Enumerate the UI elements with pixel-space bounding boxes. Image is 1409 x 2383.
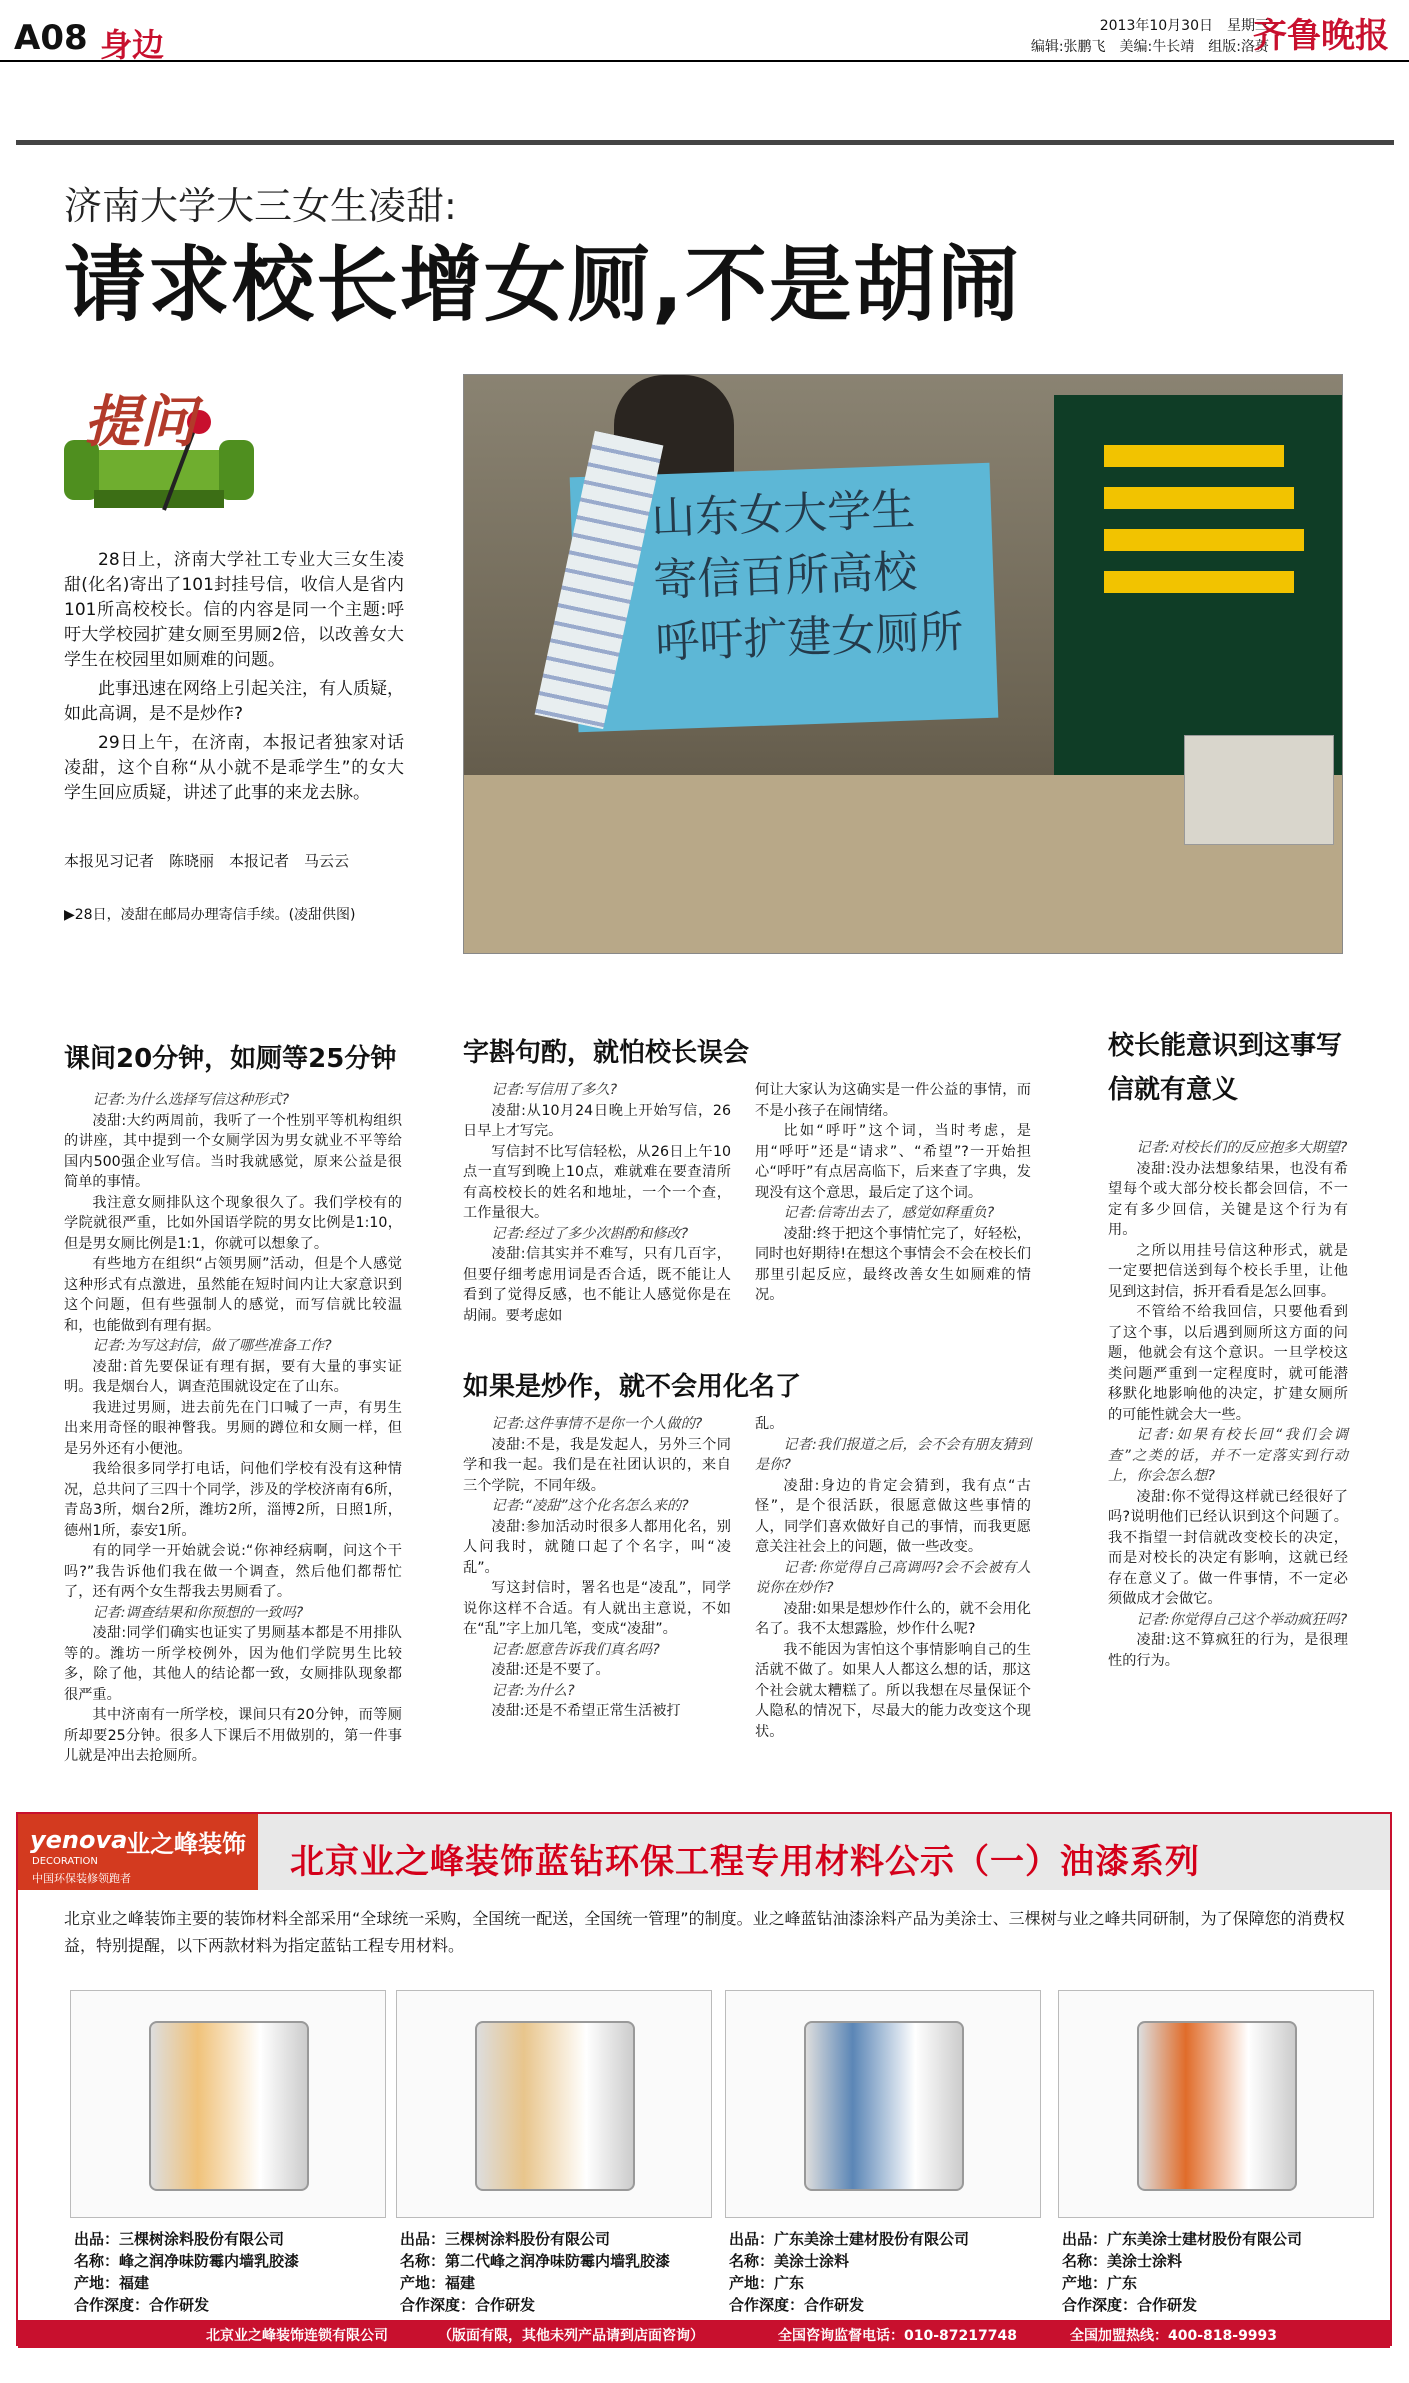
page-meta (1031, 16, 1269, 58)
ad-footer (18, 2320, 1390, 2348)
title-rule (16, 140, 1394, 145)
product-maker: 出品：三棵树涂料股份有限公司 (400, 2230, 611, 2248)
answer-paragraph: 我注意女厕排队这个现象很久了。我们学校有的学院就很严重，比如外国语学院的男女比例是1:10，但是男女厕比例是1:1，你就可以想象了。 (64, 1194, 402, 1252)
sign-line: 寄信百所高校 (652, 546, 919, 607)
article-column (463, 1414, 731, 1722)
article-column (64, 1090, 402, 1767)
brand-name: yenova (30, 1826, 128, 1854)
answer-paragraph: 写信封不比写信轻松，从26日上午10点一直写到晚上10点，难就难在要查清所有高校校长的姓名和地址，一个一个查，工作量很大。 (463, 1143, 731, 1221)
answer-paragraph: 凌甜:如果是想炒作什么的，就不会用化名了。我不太想露脸，炒作什么呢? (755, 1600, 1031, 1637)
reporter-question: 记者:“凌甜”这个化名怎么来的? (491, 1498, 689, 1514)
answer-paragraph: 凌甜:还是不要了。 (491, 1662, 610, 1678)
sign-line: 山东女大学生 (650, 484, 916, 545)
reporter-question: 记者:我们报道之后，会不会有朋友猜到是你? (755, 1436, 1031, 1473)
product-name: 名称：峰之润净味防霉内墙乳胶漆 (74, 2252, 300, 2270)
product-maker: 出品：广东美涂士建材股份有限公司 (1062, 2230, 1303, 2248)
intro-paragraph: 28日上，济南大学社工专业大三女生凌甜(化名)寄出了101封挂号信，收信人是省内101所高校校长。信的内容是同一个主题:呼吁大学校园扩建女厕至男厕2倍，以改善女大学生在校园里如厕难的问题。 (64, 550, 404, 670)
article-column (755, 1414, 1031, 1742)
product-image (1058, 1990, 1374, 2218)
answer-paragraph: 凌甜:身边的肯定会猜到，我有点“古怪”，是个很活跃，很愿意做这些事情的人，同学们喜欢做好自己的事情，而我更愿意关注社会上的问题，做一些改变。 (755, 1477, 1031, 1555)
product-info (729, 2228, 969, 2316)
product-depth: 合作深度：合作研发 (1062, 2296, 1198, 2314)
product-origin: 产地：广东 (729, 2274, 805, 2292)
product-origin: 产地：福建 (74, 2274, 150, 2292)
reporter-question: 记者:为什么选择写信这种形式? (92, 1092, 290, 1108)
issue-date: 2013年10月30日 星期三 (1099, 18, 1269, 34)
answer-paragraph: 凌甜:没办法想象结果，也没有希望每个或大部分校长都会回信，不一定有多少回信，关键是这个行为有用。 (1108, 1160, 1348, 1238)
product-name: 名称：第二代峰之润净味防霉内墙乳胶漆 (400, 2252, 671, 2270)
section-heading: 如果是炒作，就不会用化名了 (463, 1372, 802, 1402)
answer-paragraph: 凌甜:同学们确实也证实了男厕基本都是不用排队等的。潍坊一所学校例外，因为他们学院男生比较多，除了他，其他人的结论都一致，女厕排队现象都很严重。 (64, 1625, 402, 1703)
paint-can-icon (475, 2021, 635, 2191)
brand-name-cn: 业之峰装饰 (126, 1830, 246, 1858)
answer-paragraph: 其中济南有一所学校，课间只有20分钟，而等厕所却要25分钟。很多人下课后不用做别的，第一件事儿就是冲出去抢厕所。 (64, 1707, 402, 1764)
answer-paragraph: 我给很多同学打电话，问他们学校有没有这种情况，总共问了三四十个同学，涉及的学校济南有6所，青岛3所，烟台2所，潍坊2所，淄博2所，日照1所，德州1所，泰安1所。 (64, 1461, 402, 1539)
reporter-question: 记者:如果有校长回“我们会调查”之类的话，并不一定落实到行动上，你会怎么想? (1108, 1427, 1348, 1484)
paint-can-icon (1137, 2021, 1297, 2191)
article-intro (64, 548, 404, 810)
staff-credits: 编辑:张鹏飞 美编:牛长靖 组版:洛蒉 (1030, 39, 1269, 55)
article-subtitle: 济南大学大三女生凌甜: (64, 184, 457, 228)
sign-line: 呼吁扩建女厕所 (654, 606, 965, 669)
reporter-question: 记者:调查结果和你预想的一致吗? (92, 1604, 304, 1621)
product-maker: 出品：广东美涂士建材股份有限公司 (729, 2230, 970, 2248)
reporter-question: 记者:为什么? (491, 1682, 575, 1699)
china-post-logo (1094, 425, 1304, 645)
product-info (400, 2228, 670, 2316)
section-heading: 校长能意识到这事写信就有意义 (1108, 1031, 1343, 1105)
reporter-question: 记者:信寄出去了，感觉如释重负? (783, 1205, 995, 1221)
article-column (463, 1080, 731, 1326)
answer-paragraph: 何让大家认为这确实是一件公益的事情，而不是小孩子在闹情绪。 (755, 1082, 1031, 1119)
answer-paragraph: 凌甜:从10月24日晚上开始写信，26日早上才写完。 (463, 1102, 731, 1139)
tiwen-badge (64, 370, 264, 530)
reporter-question: 记者:经过了多少次斟酌和修改? (491, 1225, 689, 1242)
product-origin: 产地：广东 (1062, 2274, 1138, 2292)
reporter-question: 记者:写信用了多久? (491, 1082, 618, 1098)
product-info (1062, 2228, 1302, 2316)
page-number: A08 (14, 18, 88, 58)
article-column (755, 1080, 1031, 1306)
brand-sub: DECORATION (32, 1856, 98, 1867)
answer-paragraph: 凌甜:终于把这个事情忙完了，好轻松，同时也好期待!在想这个事情会不会在校长们那里引起反应，最终改善女生如厕难的情况。 (755, 1225, 1031, 1303)
page-header (0, 0, 1409, 62)
ad-body: 北京业之峰装饰主要的装饰材料全部采用“全球统一采购，全国统一配送，全国统一管理”的制度。业之峰蓝钻油漆涂料产品为美涂士、三棵树与业之峰共同研制，为了保障您的消费权益，特别提醒，以下两款材料为指定蓝钻工程专用材料。 (64, 1909, 1345, 1955)
product-depth: 合作深度：合作研发 (400, 2296, 536, 2314)
answer-paragraph: 比如“呼吁”这个词，当时考虑，是用“呼吁”还是“请求”、“希望”?一开始担心“呼吁”有点居高临下，后来查了字典，发现没有这个意思，最后定了这个词。 (755, 1123, 1031, 1201)
section-heading: 字斟句酌，就怕校长误会 (463, 1038, 750, 1068)
product-depth: 合作深度：合作研发 (74, 2296, 210, 2314)
reporter-question: 记者:这件事情不是你一个人做的? (491, 1416, 703, 1432)
paint-can-icon (149, 2021, 309, 2191)
byline: 本报见习记者 陈晓丽 本报记者 马云云 (64, 852, 350, 870)
product-image (725, 1990, 1041, 2218)
intro-paragraph: 此事迅速在网络上引起关注，有人质疑，如此高调，是不是炒作? (64, 679, 404, 724)
answer-paragraph: 写这封信时，署名也是“凌乱”，同学说你这样不合适。有人就出主意说，不如在“乱”字上加几笔，变成“凌甜”。 (463, 1580, 731, 1637)
footer-hotline: 全国加盟热线：400-818-9993 (1070, 2328, 1278, 2344)
article-headline: 请求校长增女厕,不是胡闹 (64, 238, 1022, 333)
answer-paragraph: 凌甜:大约两周前，我听了一个性别平等机构组织的讲座，其中提到一个女厕学因为男女就业不平等给国内500强企业写信。当时我就感觉，原来公益是很简单的事情。 (64, 1112, 402, 1190)
brand-slogan: 中国环保装修领跑者 (32, 1872, 131, 1885)
footer-phone: 全国咨询监督电话：010-87217748 (778, 2328, 1017, 2344)
product-name: 名称：美涂士涂料 (729, 2252, 850, 2270)
article-column (1108, 1138, 1348, 1671)
answer-paragraph: 不管给不给我回信，只要他看到了这个事，以后遇到厕所这方面的问题，他就会有这个意识。一旦学校这类问题严重到一定程度时，就可能潜移默化地影响他的决定，扩建女厕所的可能性就会大一些。 (1108, 1304, 1348, 1423)
ad-brand-logo (18, 1814, 258, 1890)
product-image (70, 1990, 386, 2218)
answer-paragraph: 凌甜:首先要保证有理有据，要有大量的事实证明。我是烟台人，调查范围就设定在了山东。 (64, 1358, 402, 1395)
section-name: 身边 (100, 26, 165, 64)
reporter-question: 记者:为写这封信，做了哪些准备工作? (92, 1338, 332, 1354)
answer-paragraph: 乱。 (755, 1416, 784, 1432)
answer-paragraph: 凌甜:还是不希望正常生活被打 (491, 1703, 681, 1719)
product-info (74, 2228, 299, 2316)
answer-paragraph: 我不能因为害怕这个事情影响自己的生活就不做了。如果人人都这么想的话，那这个社会就太糟糕了。所以我想在尽量保证个人隐私的情况下，尽最大的能力改变这个现状。 (755, 1641, 1031, 1740)
answer-paragraph: 凌甜:不是，我是发起人，另外三个同学和我一起。我们是在社团认识的，来自三个学院，不同年级。 (463, 1436, 731, 1494)
paint-can-icon (804, 2021, 964, 2191)
product-image (396, 1990, 712, 2218)
badge-label: 提问 (84, 390, 196, 455)
product-name: 名称：美涂士涂料 (1062, 2252, 1183, 2270)
ad-title: 北京业之峰装饰蓝钻环保工程专用材料公示（一）油漆系列 (290, 1842, 1200, 1882)
product-depth: 合作深度：合作研发 (729, 2296, 865, 2314)
answer-paragraph: 凌甜:这不算疯狂的行为，是很理性的行为。 (1108, 1632, 1348, 1669)
news-photo (463, 374, 1343, 954)
reporter-question: 记者:愿意告诉我们真名吗? (491, 1641, 660, 1658)
answer-paragraph: 有的同学一开始就会说:“你神经病啊，问这个干吗?”我告诉他们我在做一个调查，然后他们都帮忙了，还有两个女生帮我去男厕看了。 (64, 1543, 402, 1600)
printer (1184, 735, 1334, 845)
photo-caption: ▶28日，凌甜在邮局办理寄信手续。(凌甜供图) (64, 907, 356, 923)
answer-paragraph: 我进过男厕，进去前先在门口喊了一声，有男生出来用奇怪的眼神瞥我。男厕的蹲位和女厕一样，但是另外还有小便池。 (64, 1399, 402, 1457)
footer-note: （版面有限，其他未列产品请到店面咨询） (438, 2328, 704, 2344)
product-origin: 产地：福建 (400, 2274, 476, 2292)
section-heading: 课间20分钟，如厕等25分钟 (64, 1044, 397, 1074)
answer-paragraph: 凌甜:参加活动时很多人都用化名，别人问我时，就随口起了个名字，叫“凌乱”。 (463, 1518, 731, 1576)
answer-paragraph: 有些地方在组织“占领男厕”活动，但是个人感觉这种形式有点激进，虽然能在短时间内让大家意识到这个问题，但有些强制人的感觉，而写信就比较温和，也能做到有理有据。 (64, 1256, 402, 1334)
intro-paragraph: 29日上午，在济南，本报记者独家对话凌甜，这个自称“从小就不是乖学生”的女大学生回应质疑，讲述了此事的来龙去脉。 (64, 733, 404, 803)
reporter-question: 记者:对校长们的反应抱多大期望? (1136, 1140, 1348, 1156)
reporter-question: 记者:你觉得自己高调吗?会不会被有人说你在炒作? (755, 1559, 1031, 1596)
answer-paragraph: 之所以用挂号信这种形式，就是一定要把信送到每个校长手里，让他见到这封信，拆开看看是怎么回事。 (1108, 1242, 1348, 1300)
answer-paragraph: 凌甜:信其实并不难写，只有几百字，但要仔细考虑用词是否合适，既不能让人看到了觉得反感，也不能让人感觉你是在胡闹。要考虑如 (463, 1246, 731, 1324)
answer-paragraph: 凌甜:你不觉得这样就已经很好了吗?说明他们已经认识到这个问题了。我不指望一封信就改变校长的决定，而是对校长的决定有影响，这就已经存在意义了。做一件事情，不一定必须做成才会做它。 (1108, 1488, 1348, 1607)
footer-company: 北京业之峰装饰连锁有限公司 (206, 2328, 388, 2344)
product-maker: 出品：三棵树涂料股份有限公司 (74, 2230, 285, 2248)
reporter-question: 记者:你觉得自己这个举动疯狂吗? (1136, 1611, 1348, 1628)
newspaper-logo: 齐鲁晚报 (1253, 16, 1389, 56)
